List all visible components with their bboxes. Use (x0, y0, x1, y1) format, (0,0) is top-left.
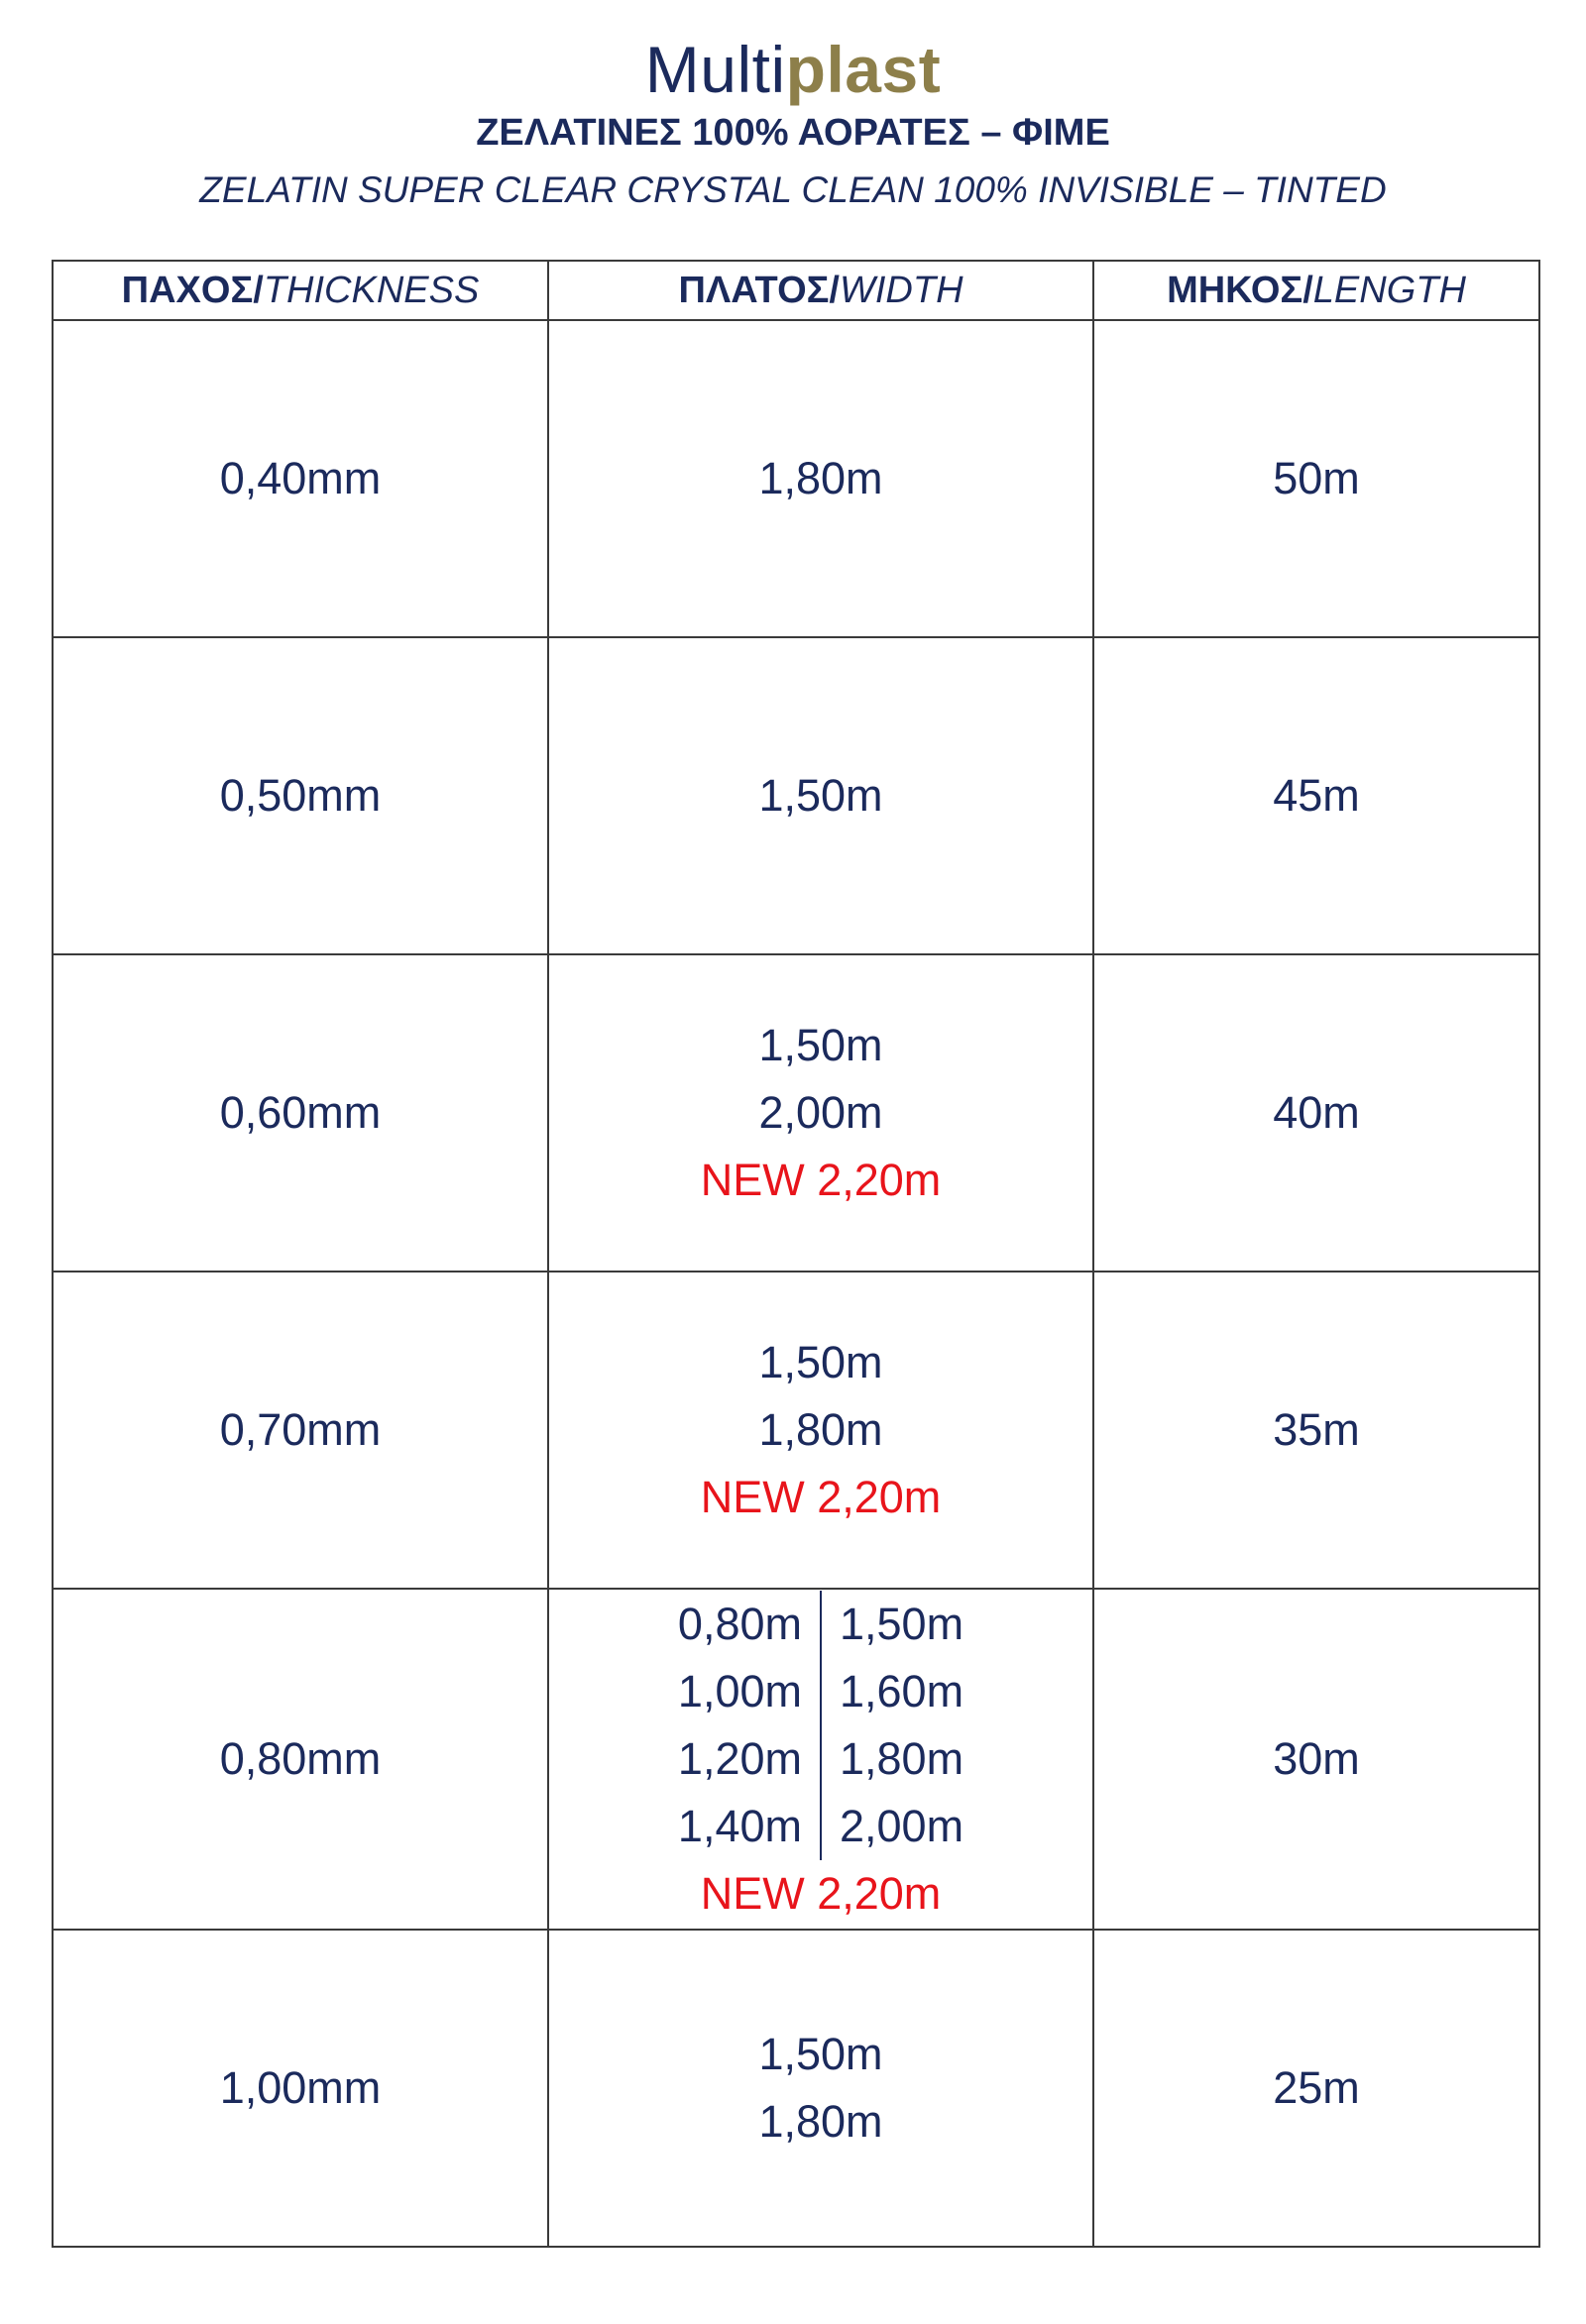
cell-length: 35m (1093, 1272, 1539, 1589)
width-value: 1,80m (758, 453, 883, 503)
width-value: 2,00m (840, 1801, 964, 1851)
table-row (53, 320, 1539, 637)
width-value: 1,00m (677, 1666, 802, 1716)
page-title-greek: ΖΕΛΑΤΙΝΕΣ 100% ΑΟΡΑΤΕΣ – ΦΙΜΕ (476, 112, 1110, 154)
new-width-badge: NEW 2,20m (700, 1472, 942, 1522)
width-value: 1,50m (758, 1337, 883, 1387)
cell-width (548, 1272, 1093, 1589)
table-row (53, 1589, 1539, 1930)
cell-thickness: 0,60mm (53, 954, 548, 1272)
width-value: 1,80m (840, 1733, 964, 1784)
page-title-english: ZELATIN SUPER CLEAR CRYSTAL CLEAN 100% INVISIBLE – TINTED (199, 169, 1387, 210)
width-value: 1,40m (677, 1801, 802, 1851)
header-length-greek: ΜΗΚΟΣ/ (1167, 269, 1313, 311)
new-width-badge: NEW 2,20m (700, 1155, 942, 1205)
header-thickness (53, 261, 548, 320)
table-header-row (53, 261, 1539, 320)
cell-width (548, 1930, 1093, 2247)
header-thickness-english: THICKNESS (263, 269, 480, 311)
table-row (53, 1930, 1539, 2247)
cell-thickness: 0,40mm (53, 320, 548, 637)
cell-width (548, 320, 1093, 637)
cell-length: 30m (1093, 1589, 1539, 1930)
width-value: 1,60m (840, 1666, 964, 1716)
width-value: 1,50m (758, 770, 883, 821)
cell-thickness: 0,50mm (53, 637, 548, 954)
header-length (1093, 261, 1539, 320)
brand-logo-part2: plast (785, 33, 942, 106)
width-values-grid (660, 1591, 981, 1860)
width-column-right (822, 1591, 981, 1860)
width-value: 1,80m (758, 2096, 883, 2147)
header-width-greek: ΠΛΑΤΟΣ/ (678, 269, 840, 311)
cell-width (548, 954, 1093, 1272)
header-width-english: WIDTH (840, 269, 963, 311)
spec-table (52, 260, 1540, 2248)
width-value: 1,20m (677, 1733, 802, 1784)
table-row (53, 954, 1539, 1272)
cell-thickness: 0,70mm (53, 1272, 548, 1589)
cell-width (548, 1589, 1093, 1930)
table-row (53, 1272, 1539, 1589)
brand-logo-part1: Multi (644, 33, 786, 106)
cell-thickness: 1,00mm (53, 1930, 548, 2247)
new-width-badge: NEW 2,20m (700, 1868, 942, 1919)
width-value: 1,50m (758, 1020, 883, 1070)
cell-length: 45m (1093, 637, 1539, 954)
width-value: 1,50m (758, 2029, 883, 2079)
width-value: 2,00m (758, 1087, 883, 1138)
brand-logo (0, 30, 1586, 109)
header-thickness-greek: ΠΑΧΟΣ/ (121, 269, 264, 311)
width-value: 0,80m (677, 1599, 802, 1649)
table-row (53, 637, 1539, 954)
cell-length: 25m (1093, 1930, 1539, 2247)
cell-length: 40m (1093, 954, 1539, 1272)
width-value: 1,50m (840, 1599, 964, 1649)
header-width (548, 261, 1093, 320)
width-column-left (660, 1591, 822, 1860)
header-length-english: LENGTH (1312, 269, 1466, 311)
cell-thickness: 0,80mm (53, 1589, 548, 1930)
cell-length: 50m (1093, 320, 1539, 637)
width-value: 1,80m (758, 1404, 883, 1455)
cell-width (548, 637, 1093, 954)
